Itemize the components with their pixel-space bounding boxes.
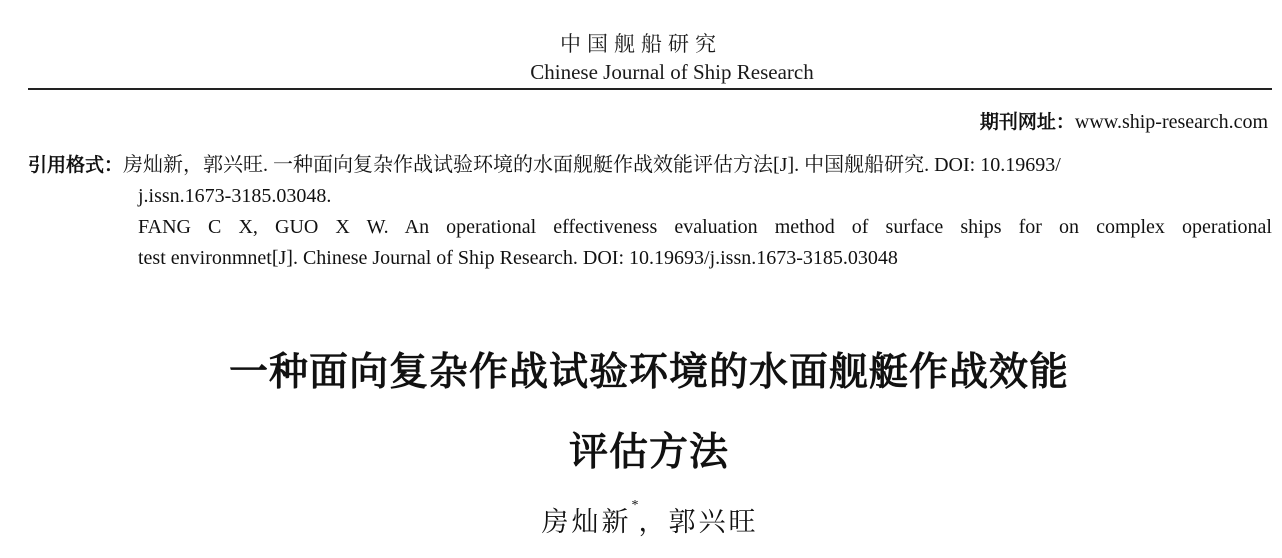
website-label: 期刊网址：	[979, 111, 1075, 133]
journal-name-english: Chinese Journal of Ship Research	[530, 60, 814, 84]
journal-website	[980, 107, 1268, 134]
citation-label: 引用格式：	[28, 154, 124, 176]
citation-block	[28, 150, 1272, 274]
corresponding-author-mark: *	[631, 498, 639, 513]
citation-en-line2: test environmnet[J]. Chinese Journal of Ship Research. DOI: 10.19693/j.issn.1673-3185.03048	[138, 247, 898, 269]
citation-cn-line2: j.issn.1673-3185.03048.	[138, 185, 332, 207]
author-2: 郭兴旺	[668, 507, 759, 537]
paper-title-line1: 一种面向复杂作战试验环境的水面舰艇作战效能	[228, 350, 1069, 395]
author-separator: ，	[638, 507, 669, 537]
journal-name-chinese: 中国舰船研究	[560, 32, 722, 56]
author-list	[0, 500, 1282, 539]
citation-cn-text-1: 房灿新，郭兴旺. 一种面向复杂作战试验环境的水面舰艇作战效能评估方法[J]. 中国舰船研究. DOI: 10.19693/	[123, 154, 1061, 176]
paper-title-line2: 评估方法	[568, 430, 729, 475]
citation-en-line1: FANG C X, GUO X W. An operational effectiveness evaluation method of surface ships for on complex operational	[138, 216, 1272, 238]
website-url[interactable]: www.ship-research.com	[1074, 111, 1268, 133]
header-divider	[28, 88, 1272, 90]
citation-cn-line1	[28, 150, 1272, 181]
paper-title	[0, 333, 1282, 493]
author-1: 房灿新	[541, 507, 632, 537]
